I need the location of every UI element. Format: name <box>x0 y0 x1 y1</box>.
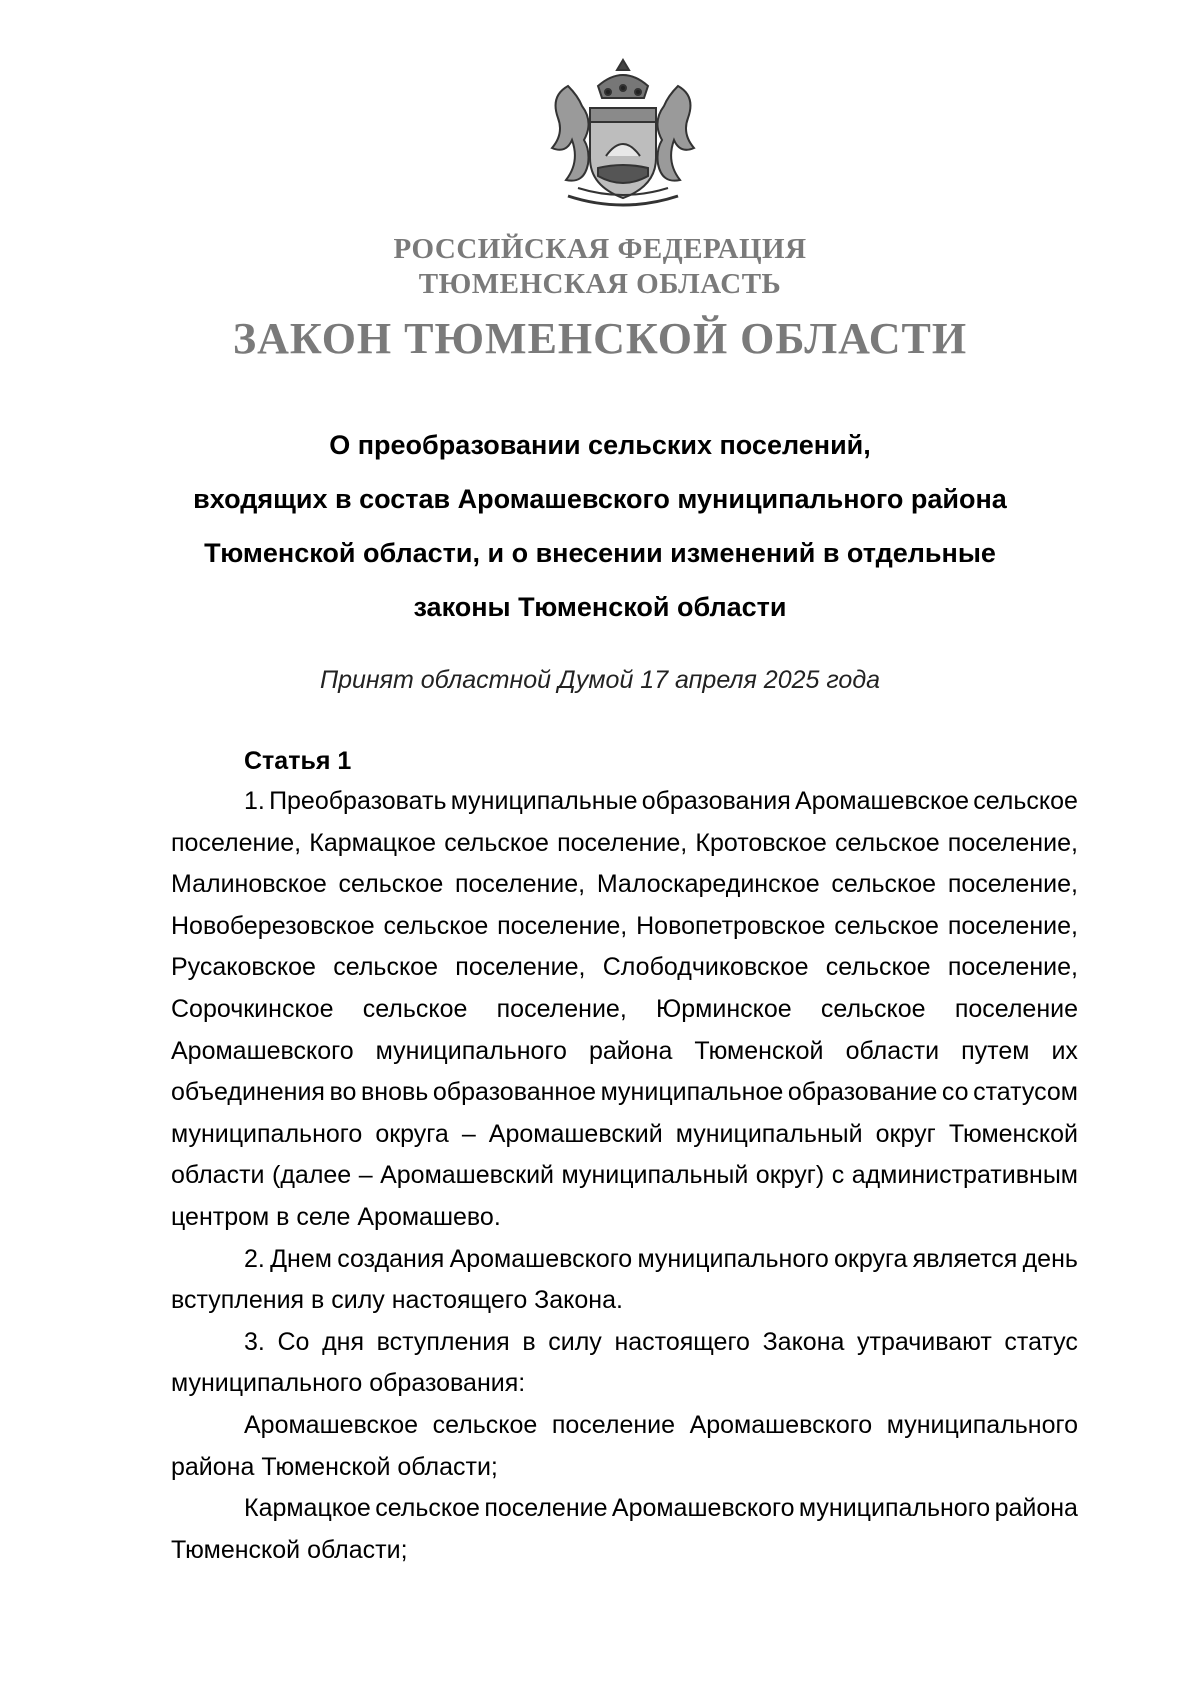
law-title-line: О преобразовании сельских поселений, <box>329 430 871 460</box>
body-line <box>171 781 1078 823</box>
body-word: муниципальные <box>450 787 638 815</box>
body-line: муниципального образования: <box>171 1369 526 1398</box>
body-word: поселение, <box>171 828 302 857</box>
body-word: Аромашевское <box>244 1410 419 1439</box>
law-title-line: входящих в состав Аромашевского муниципального района <box>193 484 1007 514</box>
header-document-type: ЗАКОН ТЮМЕНСКОЙ ОБЛАСТИ <box>232 314 968 363</box>
body-word: 2. <box>244 1244 265 1273</box>
body-word: муниципального <box>886 1410 1078 1439</box>
body-word: образования <box>641 787 791 815</box>
body-word: Аромашевский <box>380 1161 554 1190</box>
body-word: сельское <box>333 953 438 982</box>
body-word: поселение, <box>947 828 1078 857</box>
body-word: Тюменской <box>948 1119 1078 1148</box>
law-title-line: законы Тюменской области <box>413 592 787 622</box>
body-word: Закона <box>762 1327 845 1356</box>
body-word: муниципальный <box>561 1161 749 1190</box>
body-word: поселение, <box>947 911 1078 940</box>
body-word: поселение, <box>497 911 628 940</box>
body-word: – <box>358 1161 373 1190</box>
body-word: административным <box>851 1161 1078 1190</box>
body-line: вступления в силу настоящего Закона. <box>171 1286 623 1315</box>
body-word: Аромашевское <box>794 787 970 815</box>
body-word: поселение, <box>557 828 688 857</box>
body-word: со <box>941 1078 969 1107</box>
body-word: поселение, <box>455 953 586 982</box>
body-word: района <box>588 1036 673 1065</box>
body-word: Кармацкое <box>244 1494 371 1523</box>
body-line <box>171 864 1078 906</box>
body-word: во <box>329 1078 357 1107</box>
body-line: района Тюменской области; <box>171 1452 498 1481</box>
body-word: сельское <box>973 787 1078 815</box>
body-word: день <box>1022 1244 1078 1273</box>
body-word: округ <box>875 1119 936 1148</box>
body-word: с <box>831 1161 845 1190</box>
body-word: Со <box>277 1327 310 1356</box>
body-word: поселение, <box>947 953 1078 982</box>
body-line <box>171 1239 1078 1281</box>
body-line <box>171 1155 1078 1197</box>
body-word: дня <box>322 1327 365 1356</box>
body-word: сельское <box>383 911 489 940</box>
law-title-line: Тюменской области, и о внесении изменений в отдельные <box>204 538 996 568</box>
article-heading: Статья 1 <box>244 747 352 775</box>
body-word: округа <box>833 1244 908 1273</box>
body-word: поселение, <box>947 870 1078 899</box>
body-word: силу <box>548 1327 602 1356</box>
body-word: Кротовское <box>695 828 827 857</box>
body-word: муниципального <box>171 1119 363 1148</box>
body-word: Днем <box>270 1244 332 1273</box>
body-word: Кармацкое <box>309 828 437 857</box>
body-line: Тюменской области; <box>171 1535 408 1564</box>
body-word: поселение <box>484 1494 608 1523</box>
body-word: муниципального <box>798 1494 991 1523</box>
body-line <box>171 1072 1078 1114</box>
body-word: Преобразовать <box>269 787 447 815</box>
body-word: вступления <box>376 1327 510 1356</box>
body-word: в <box>522 1327 536 1356</box>
body-word: Сорочкинское <box>171 994 334 1023</box>
body-word: Аромашевский <box>488 1119 663 1148</box>
body-word: поселение <box>551 1410 676 1439</box>
body-line <box>171 947 1078 989</box>
body-word: путем <box>961 1036 1030 1065</box>
body-word: Новопетровское <box>636 911 826 940</box>
body-word: муниципального <box>637 1244 829 1273</box>
body-word: района <box>994 1494 1078 1523</box>
body-word: поселение, <box>454 870 586 899</box>
body-word: сельское <box>432 1410 538 1439</box>
body-word: Тюменской <box>694 1036 824 1065</box>
body-word: округ) <box>755 1161 825 1190</box>
body-word: их <box>1051 1036 1078 1065</box>
body-word: Аромашевского <box>449 1244 633 1273</box>
body-word: – <box>461 1119 476 1148</box>
body-word: объединения <box>171 1078 325 1107</box>
body-word: сельское <box>825 953 931 982</box>
body-word: Новоберезовское <box>171 911 375 940</box>
body-word: сельское <box>820 994 926 1023</box>
body-word: Аромашевского <box>689 1410 873 1439</box>
law-title <box>100 418 1100 634</box>
body-word: является <box>912 1244 1018 1273</box>
adoption-date: Принят областной Думой 17 апреля 2025 года <box>319 666 881 694</box>
body-word: создания <box>337 1244 445 1273</box>
body-word: области <box>845 1036 940 1065</box>
body-word: образование <box>787 1078 938 1107</box>
body-word: области <box>171 1161 265 1190</box>
body-word: сельское <box>444 828 549 857</box>
body-word: вновь <box>360 1078 429 1107</box>
body-line <box>171 823 1078 865</box>
body-word: муниципальное <box>600 1078 784 1107</box>
body-line <box>171 1488 1078 1530</box>
body-word: (далее <box>272 1161 352 1190</box>
body-word: поселение, <box>496 994 627 1023</box>
body-line <box>171 989 1078 1031</box>
body-word: Малоскарединское <box>596 870 820 899</box>
body-word: образованное <box>432 1078 597 1107</box>
body-word: Аромашевского <box>611 1494 795 1523</box>
body-word: утрачивают <box>857 1327 992 1356</box>
body-line <box>171 1114 1078 1156</box>
body-word: статусом <box>973 1078 1078 1107</box>
body-word: сельское <box>375 1494 480 1523</box>
coat-of-arms-icon <box>528 56 718 216</box>
body-word: сельское <box>338 870 444 899</box>
body-line <box>171 1031 1078 1073</box>
body-word: муниципальный <box>675 1119 863 1148</box>
body-word: сельское <box>831 870 937 899</box>
body-line <box>171 1405 1078 1447</box>
body-line: центром в селе Аромашево. <box>171 1202 501 1231</box>
body-word: округа <box>375 1119 449 1148</box>
body-word: 1. <box>244 787 265 815</box>
body-word: настоящего <box>614 1327 750 1356</box>
body-word: Малиновское <box>171 870 327 899</box>
body-word: сельское <box>834 911 939 940</box>
body-word: статус <box>1004 1327 1078 1356</box>
body-line <box>171 906 1078 948</box>
body-word: сельское <box>834 828 940 857</box>
body-word: Аромашевского <box>171 1036 354 1065</box>
body-word: 3. <box>244 1327 265 1356</box>
body-word: Русаковское <box>171 953 316 982</box>
body-word: муниципального <box>375 1036 567 1065</box>
body-word: Слободчиковское <box>602 953 809 982</box>
header-region: ТЮМЕНСКАЯ ОБЛАСТЬ <box>418 268 782 300</box>
body-line <box>171 1322 1078 1364</box>
body-word: сельское <box>362 994 468 1023</box>
body-word: Юрминское <box>656 994 792 1023</box>
header-country: РОССИЙСКАЯ ФЕДЕРАЦИЯ <box>393 233 807 265</box>
article-body <box>171 781 1078 1571</box>
body-word: поселение <box>954 994 1078 1023</box>
